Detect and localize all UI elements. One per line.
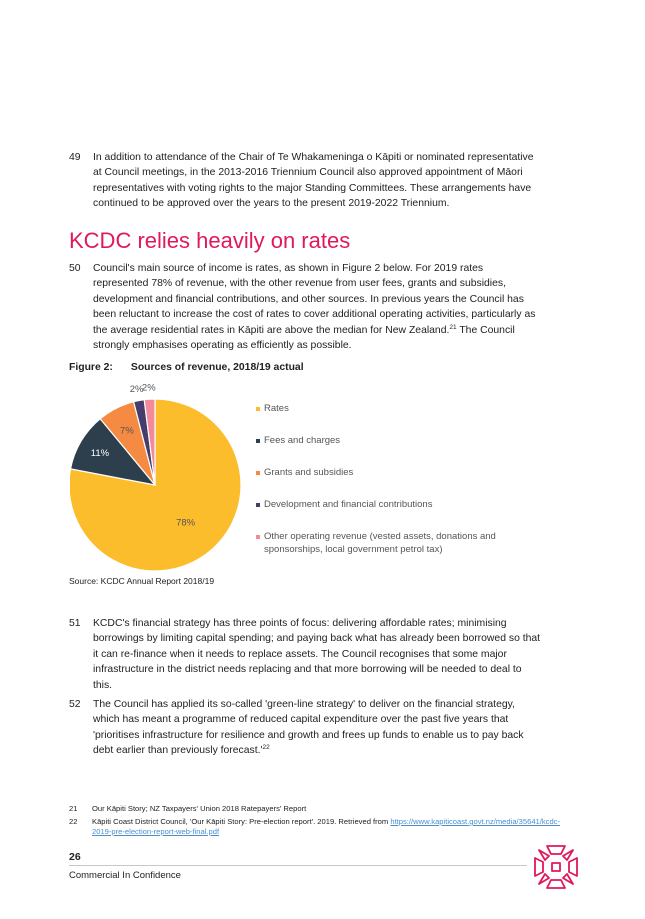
legend-item-other	[256, 531, 516, 556]
paragraph-line: continued to be approved over the years to the present 2019-2022 Triennium.	[93, 198, 450, 210]
figure-caption	[69, 362, 304, 373]
pie-data-label: 7%	[120, 425, 134, 437]
paragraph-51	[69, 616, 574, 693]
paragraph-line: at Council meetings, in the 2013-2016 Triennium Council also approved appointment of Māori	[93, 167, 523, 179]
paragraph-line: infrastructure in the district needs replacing and that more borrowing will be needed to deal to	[93, 664, 522, 676]
paragraph-50	[69, 261, 574, 353]
pie-data-label: 2%	[141, 382, 156, 394]
legend-item-grants	[256, 467, 516, 480]
footnote-22	[69, 817, 579, 837]
figure-title: Sources of revenue, 2018/19 actual	[130, 362, 304, 373]
legend-swatch	[256, 535, 260, 539]
footnote-text: Our Kāpiti Story; NZ Taxpayers' Union 2018 Ratepayers' Report	[92, 804, 307, 813]
footnote-ref[interactable]: 21	[449, 323, 457, 331]
paragraph-52	[69, 697, 574, 759]
paragraph-line: In addition to attendance of the Chair of Te Whakameninga o Kāpiti or nominated representative	[93, 152, 534, 163]
page-number: 26	[69, 851, 81, 863]
footnote-21	[69, 804, 579, 814]
legend-label: Development and financial contributions	[264, 499, 433, 510]
paragraph-line: borrowings by limiting capital spending; and paying back what has already been borrowed so that	[93, 633, 541, 645]
section-heading: KCDC relies heavily on rates	[69, 228, 351, 253]
paragraph-line: development and financial contributions, and other sources. In previous years the Council has	[93, 293, 524, 305]
paragraph-line	[93, 323, 574, 338]
paragraph-line: Council's main source of income is rates, as shown in Figure 2 below. For 2019 rates	[93, 263, 484, 274]
legend-swatch	[256, 439, 260, 443]
footnote-ref[interactable]: 22	[262, 744, 270, 752]
paragraph-line: strongly emphasises operating as efficiently as possible.	[93, 340, 352, 352]
paragraph-line: been reluctant to increase the cost of rates to cover additional operating activities, particularly as	[93, 309, 536, 321]
paragraph-line: 'prioritises infrastructure for resilience and growth and frees up funds to enable us to pay back	[93, 729, 524, 741]
footnote-text	[92, 817, 579, 837]
footnote-link[interactable]: https://www.kapiticoast.govt.nz/media/35641/kcdc-2019-pre-election-report-web-final.pdf	[92, 817, 561, 836]
footnotes	[69, 804, 579, 840]
paragraph-line: which has meant a programme of reduced capital expenditure over the past five years that	[93, 714, 509, 726]
paragraph-number: 49	[69, 152, 81, 163]
paragraph-line: this.	[93, 679, 113, 691]
legend-swatch	[256, 471, 260, 475]
paragraph-49	[69, 150, 574, 212]
paragraph-line: representatives with voting rights to the major Standing Committees. These arrangements have	[93, 182, 532, 194]
legend-swatch	[256, 503, 260, 507]
footnote-number: 21	[69, 804, 78, 813]
pie-data-label: 78%	[176, 517, 196, 529]
paragraph-number: 51	[69, 618, 81, 629]
pie-data-label: 11%	[90, 447, 110, 459]
legend-item-development	[256, 499, 516, 512]
line-text: debt earlier than previously forecast.'	[93, 745, 263, 757]
confidentiality-label: Commercial In Confidence	[69, 870, 181, 881]
revenue-pie-chart	[70, 377, 250, 577]
legend-item-fees	[256, 435, 516, 448]
footer-divider	[69, 865, 527, 866]
legend-label: Fees and charges	[264, 435, 341, 446]
line-text: The Council	[456, 324, 515, 336]
legend-item-rates	[256, 403, 516, 416]
paragraph-line: it can re-finance when it needs to replace assets. The Council recognises that some major	[93, 648, 507, 660]
footnote-body: Kāpiti Coast District Council, 'Our Kāpiti Story: Pre-election report'. 2019. Retrieved from	[92, 817, 391, 826]
legend-swatch	[256, 407, 260, 411]
paragraph-line: The Council has applied its so-called 'green-line strategy' to deliver on the financial strategy,	[93, 699, 515, 710]
footnote-number: 22	[69, 817, 78, 826]
paragraph-line	[93, 743, 574, 758]
line-text: the average residential rates in Kāpiti are above the median for New Zealand.	[93, 324, 450, 336]
paragraph-line: represented 78% of revenue, with the other revenue from user fees, grants and subsidies,	[93, 278, 506, 290]
legend-label: Other operating revenue (vested assets, donations and sponsorships, local government petrol tax)	[264, 531, 496, 555]
figure-label: Figure 2:	[69, 362, 113, 373]
legend-label: Rates	[264, 403, 289, 414]
pie-data-label: 2%	[129, 384, 144, 396]
legend-label: Grants and subsidies	[264, 467, 354, 478]
paragraph-number: 52	[69, 699, 81, 710]
figure-source: Source: KCDC Annual Report 2018/19	[69, 576, 215, 586]
paragraph-line: KCDC's financial strategy has three points of focus: delivering affordable rates; minimising	[93, 618, 507, 629]
paragraph-number: 50	[69, 263, 81, 274]
kcdc-logo-icon	[531, 842, 581, 892]
